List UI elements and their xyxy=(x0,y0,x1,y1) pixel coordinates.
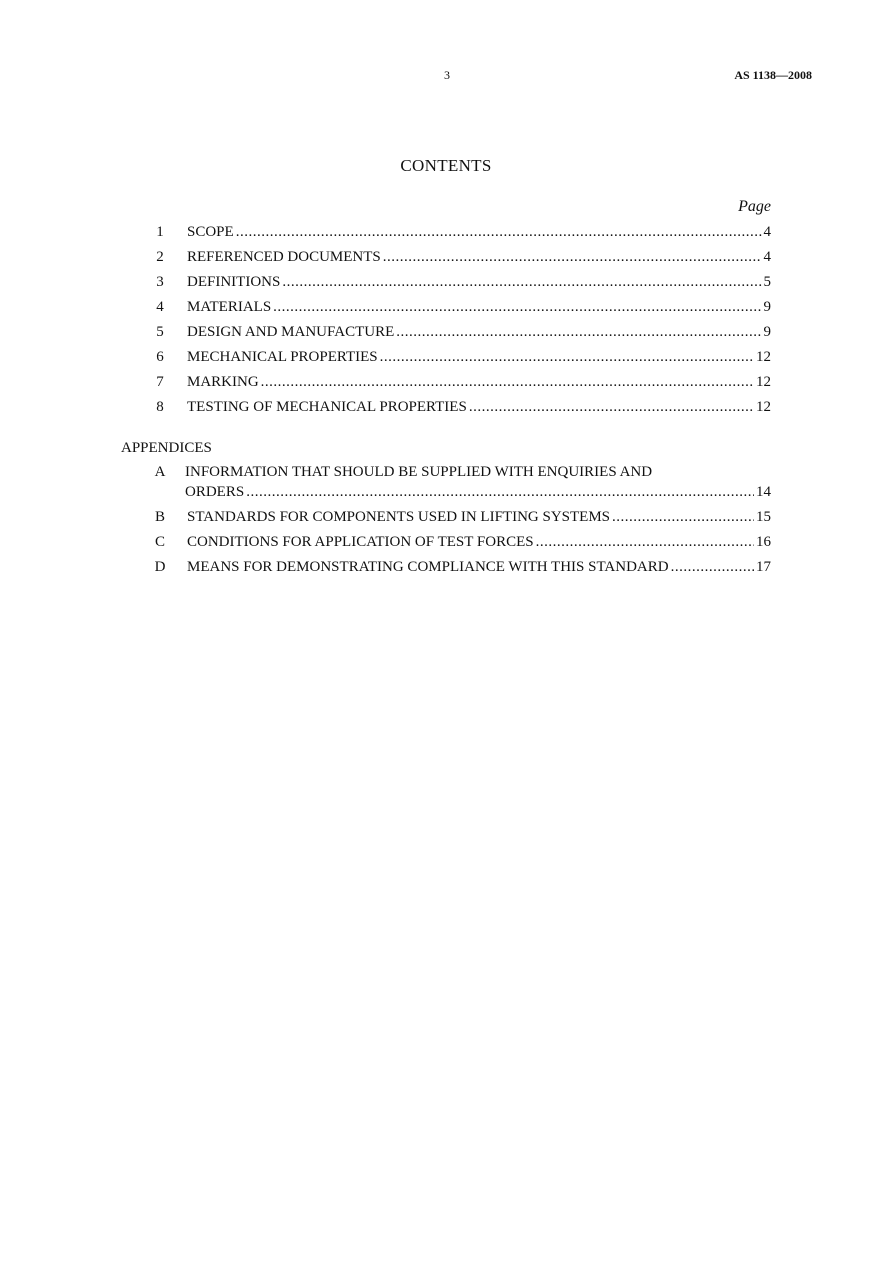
toc-entry-page: 9 xyxy=(763,324,771,340)
toc-entry-appendix-a[interactable] xyxy=(150,482,771,502)
toc-entry-page: 5 xyxy=(763,274,771,290)
toc-leader-dots xyxy=(396,322,761,342)
appendix-letter: C xyxy=(154,534,165,550)
toc-entry-definitions[interactable] xyxy=(150,272,771,292)
toc-entry-number: 2 xyxy=(156,249,164,265)
toc-entry-title: REFERENCED DOCUMENTS xyxy=(187,249,381,265)
toc-leader-dots xyxy=(273,297,761,317)
appendix-a-title-line1[interactable]: INFORMATION THAT SHOULD BE SUPPLIED WITH ENQUIRIES AND xyxy=(185,464,653,480)
toc-leader-dots xyxy=(261,372,754,392)
toc-entry-appendix-d[interactable] xyxy=(150,557,771,577)
appendix-letter: B xyxy=(154,509,165,525)
toc-entry-page: 9 xyxy=(763,299,771,315)
toc-entry-referenced-documents[interactable] xyxy=(150,247,771,267)
document-id: AS 1138—2008 xyxy=(734,68,812,82)
appendix-letter: D xyxy=(154,559,166,575)
toc-leader-dots xyxy=(536,532,754,552)
toc-entry-title: TESTING OF MECHANICAL PROPERTIES xyxy=(187,399,467,415)
toc-leader-dots xyxy=(671,557,754,577)
toc-entry-page: 15 xyxy=(756,509,771,525)
toc-entry-number: 4 xyxy=(156,299,164,315)
toc-entry-title: MATERIALS xyxy=(187,299,272,315)
toc-entry-page: 12 xyxy=(756,374,771,390)
toc-entry-appendix-c[interactable] xyxy=(150,532,771,552)
toc-entry-materials[interactable] xyxy=(150,297,771,317)
toc-entry-page: 12 xyxy=(756,399,771,415)
toc-entry-number: 8 xyxy=(156,399,164,415)
toc-entry-title: DESIGN AND MANUFACTURE xyxy=(187,324,395,340)
toc-entry-page: 12 xyxy=(756,349,771,365)
toc-entry-page: 4 xyxy=(763,249,771,265)
toc-entry-page: 16 xyxy=(756,534,771,550)
toc-leader-dots xyxy=(282,272,761,292)
toc-entry-title: CONDITIONS FOR APPLICATION OF TEST FORCES xyxy=(187,534,534,550)
toc-entry-number: 1 xyxy=(156,224,164,240)
toc-leader-dots xyxy=(380,347,754,367)
toc-leader-dots xyxy=(236,222,762,242)
toc-entry-title: MEANS FOR DEMONSTRATING COMPLIANCE WITH THIS STANDARD xyxy=(187,559,669,575)
contents-title: CONTENTS xyxy=(400,156,492,175)
page-number: 3 xyxy=(444,68,450,82)
toc-entry-title: DEFINITIONS xyxy=(187,274,281,290)
toc-leader-dots xyxy=(383,247,762,267)
toc-entry-appendix-b[interactable] xyxy=(150,507,771,527)
toc-entry-title: STANDARDS FOR COMPONENTS USED IN LIFTING SYSTEMS xyxy=(187,509,611,525)
toc-leader-dots xyxy=(246,482,754,502)
toc-entry-title: ORDERS xyxy=(185,484,245,500)
toc-entry-page: 17 xyxy=(756,559,771,575)
toc-entry-title: MARKING xyxy=(187,374,259,390)
toc-entry-number: 7 xyxy=(156,374,164,390)
toc-entry-testing-of-mechanical-properties[interactable] xyxy=(150,397,771,417)
appendices-heading: APPENDICES xyxy=(121,440,212,456)
toc-leader-dots xyxy=(612,507,754,527)
toc-leader-dots xyxy=(469,397,754,417)
appendix-letter: A xyxy=(154,464,166,480)
toc-entry-design-and-manufacture[interactable] xyxy=(150,322,771,342)
page-column-label: Page xyxy=(738,198,771,215)
toc-entry-page: 14 xyxy=(756,484,771,500)
toc-entry-title: MECHANICAL PROPERTIES xyxy=(187,349,378,365)
toc-entry-marking[interactable] xyxy=(150,372,771,392)
toc-entry-scope[interactable] xyxy=(150,222,771,242)
toc-entry-number: 3 xyxy=(156,274,164,290)
toc-entry-title: SCOPE xyxy=(187,224,234,240)
toc-entry-mechanical-properties[interactable] xyxy=(150,347,771,367)
toc-entry-number: 6 xyxy=(156,349,164,365)
toc-entry-page: 4 xyxy=(763,224,771,240)
toc-entry-number: 5 xyxy=(156,324,164,340)
